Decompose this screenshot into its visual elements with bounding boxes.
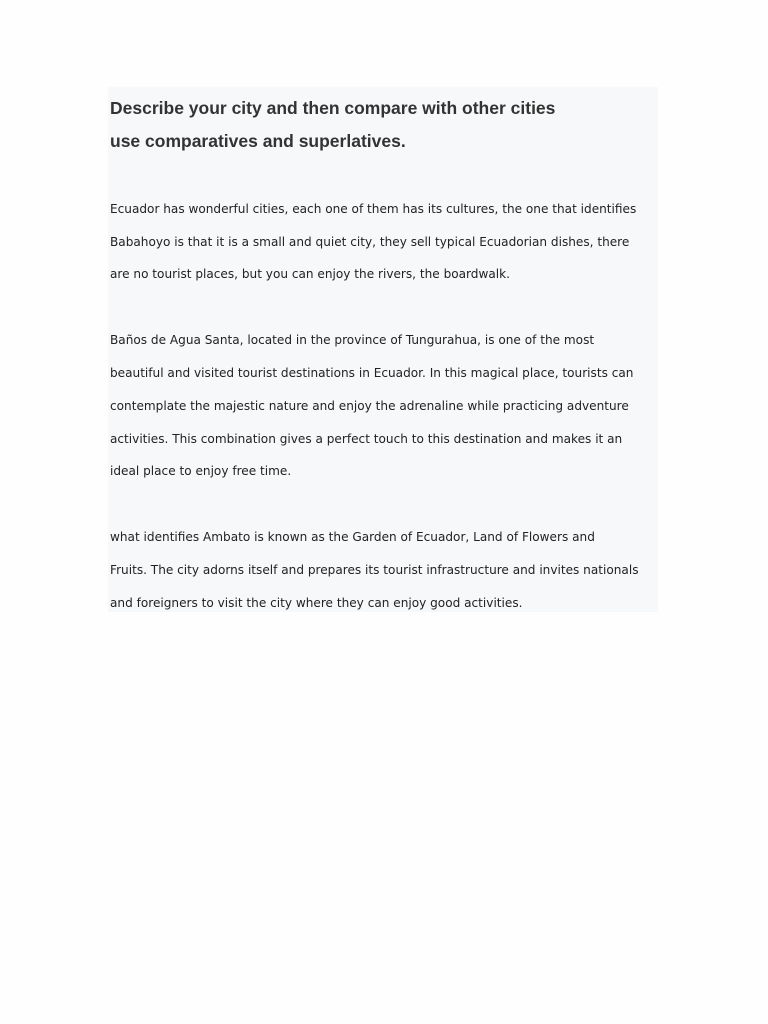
paragraph-line: what identifies Ambato is known as the Garden of Ecuador, Land of Flowers and xyxy=(110,530,595,544)
paragraph-line: Ecuador has wonderful cities, each one of them has its cultures, the one that identifies xyxy=(110,202,637,216)
paragraph-line: contemplate the majestic nature and enjoy the adrenaline while practicing adventure xyxy=(110,399,629,413)
paragraph-line: Babahoyo is that it is a small and quiet city, they sell typical Ecuadorian dishes, there xyxy=(110,235,630,249)
paragraph-line: Baños de Agua Santa, located in the province of Tungurahua, is one of the most xyxy=(110,333,595,347)
paragraph-line: activities. This combination gives a perfect touch to this destination and makes it an xyxy=(110,432,623,446)
heading-line-1: Describe your city and then compare with other cities xyxy=(110,98,556,118)
paragraph-line: Fruits. The city adorns itself and prepares its tourist infrastructure and invites nationals xyxy=(110,563,639,577)
paragraph-line: are no tourist places, but you can enjoy the rivers, the boardwalk. xyxy=(110,267,510,281)
heading-line-2: use comparatives and superlatives. xyxy=(110,131,406,151)
paragraph-line: ideal place to enjoy free time. xyxy=(110,464,292,478)
paragraph-line: beautiful and visited tourist destinations in Ecuador. In this magical place, tourists can xyxy=(110,366,634,380)
paragraph-line: and foreigners to visit the city where they can enjoy good activities. xyxy=(110,596,523,610)
